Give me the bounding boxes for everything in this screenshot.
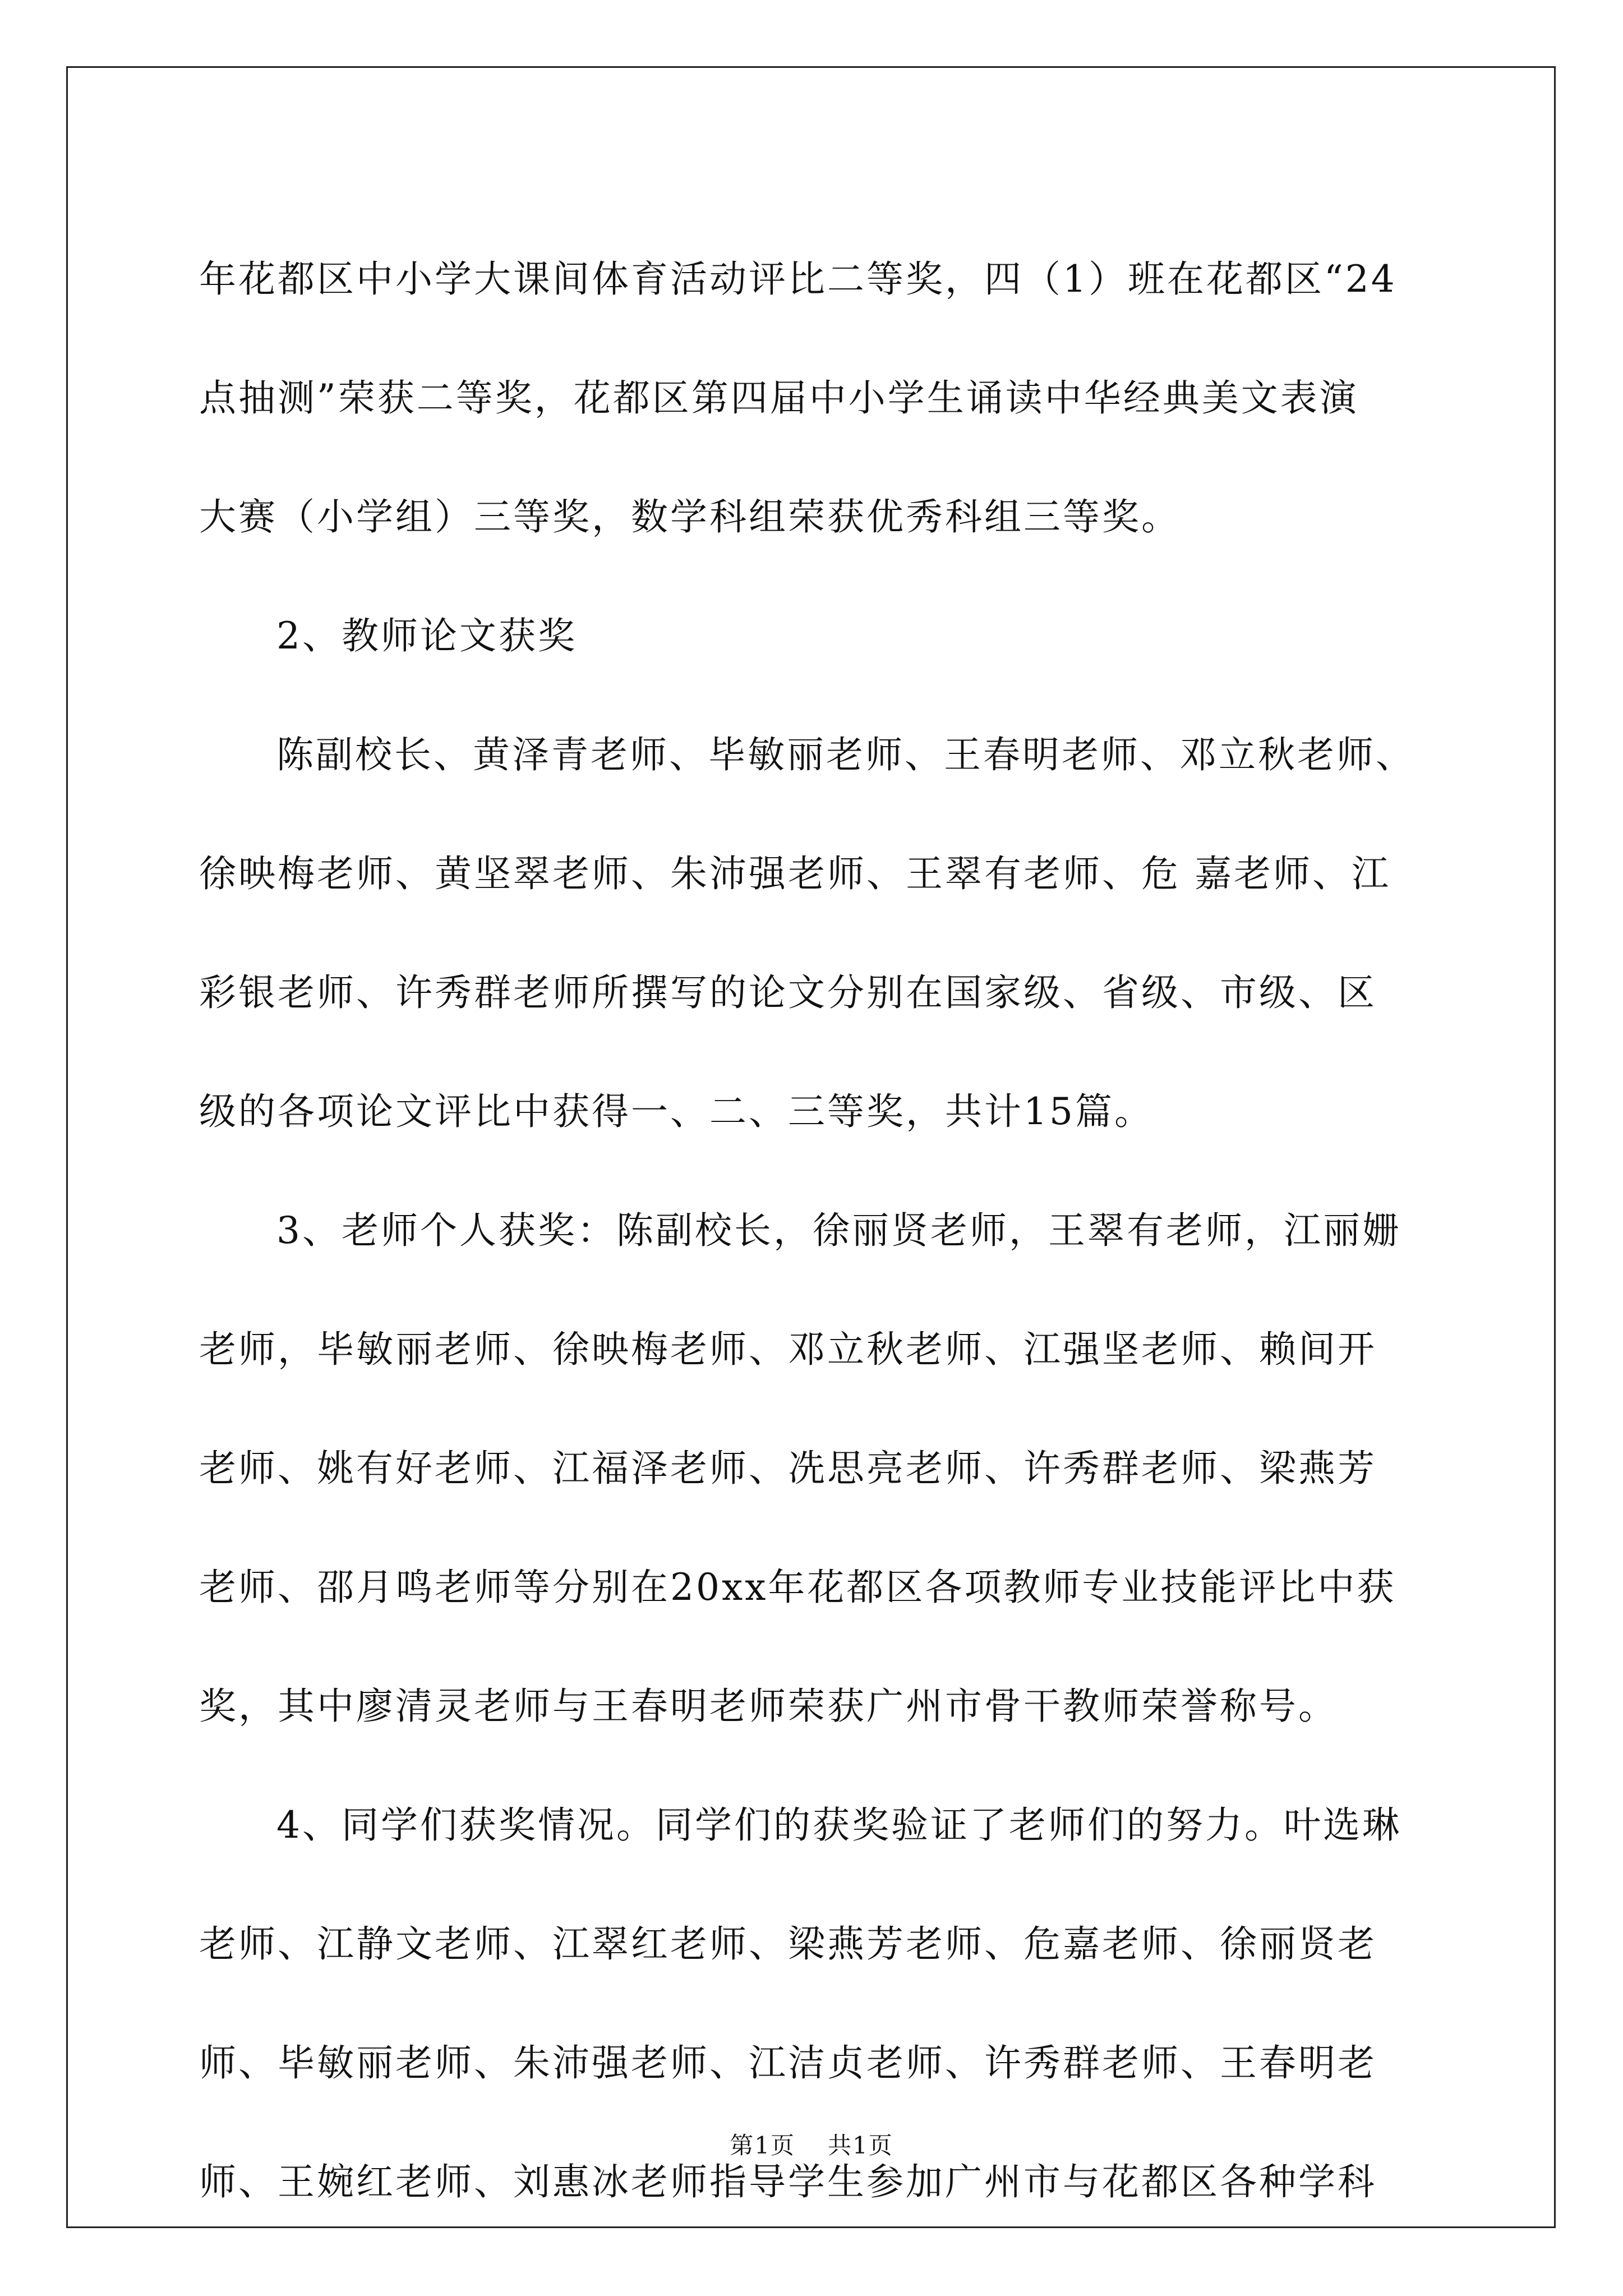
text-line-13: 奖，其中廖清灵老师与王春明老师荣获广州市骨干教师荣誉称号。 [199,1685,1338,1728]
text-line-10: 老师，毕敏丽老师、徐映梅老师、邓立秋老师、江强坚老师、赖间开 [199,1328,1377,1371]
document-body [199,220,1433,2242]
text-line-6: 徐映梅老师、黄坚翠老师、朱沛强老师、王翠有老师、危 嘉老师、江 [199,852,1391,895]
text-line-16: 师、毕敏丽老师、朱沛强老师、江洁贞老师、许秀群老师、王春明老 [199,2041,1377,2085]
text-line-7: 彩银老师、许秀群老师所撰写的论文分别在国家级、省级、市级、区 [199,971,1377,1014]
text-line-11: 老师、姚有好老师、江福泽老师、冼思亮老师、许秀群老师、梁燕芳 [199,1447,1377,1490]
text-line-12: 老师、邵月鸣老师等分别在20xx年花都区各项教师专业技能评比中获 [199,1566,1396,1609]
text-line-8: 级的各项论文评比中获得一、二、三等奖，共计15篇。 [199,1090,1154,1133]
text-line-2: 点抽测”荣获二等奖，花都区第四届中小学生诵读中华经典美文表演 [199,376,1359,420]
text-line-1: 年花都区中小学大课间体育活动评比二等奖，四（1）班在花都区“24 [199,257,1397,301]
text-line-15: 老师、江静文老师、江翠红老师、梁燕芳老师、危嘉老师、徐丽贤老 [199,1922,1377,1966]
paragraph-teacher-awards: 3、老师个人获奖：陈副校长，徐丽贤老师，王翠有老师，江丽姗 [276,1209,1401,1252]
text-line-5: 陈副校长、黄泽青老师、毕敏丽老师、王春明老师、邓立秋老师、 [276,733,1415,776]
text-line-3: 大赛（小学组）三等奖，数学科组荣获优秀科组三等奖。 [199,495,1181,539]
page-footer [0,2129,1623,2162]
page-number: 第1页 [730,2132,795,2159]
section-heading-teacher-papers: 2、教师论文获奖 [276,614,577,657]
paragraph-student-awards: 4、同学们获奖情况。同学们的获奖验证了老师们的努力。叶选琳 [276,1803,1401,1847]
text-line-17: 师、王婉红老师、刘惠冰老师指导学生参加广州市与花都区各种学科 [199,2160,1377,2203]
page-total: 共1页 [828,2132,893,2159]
